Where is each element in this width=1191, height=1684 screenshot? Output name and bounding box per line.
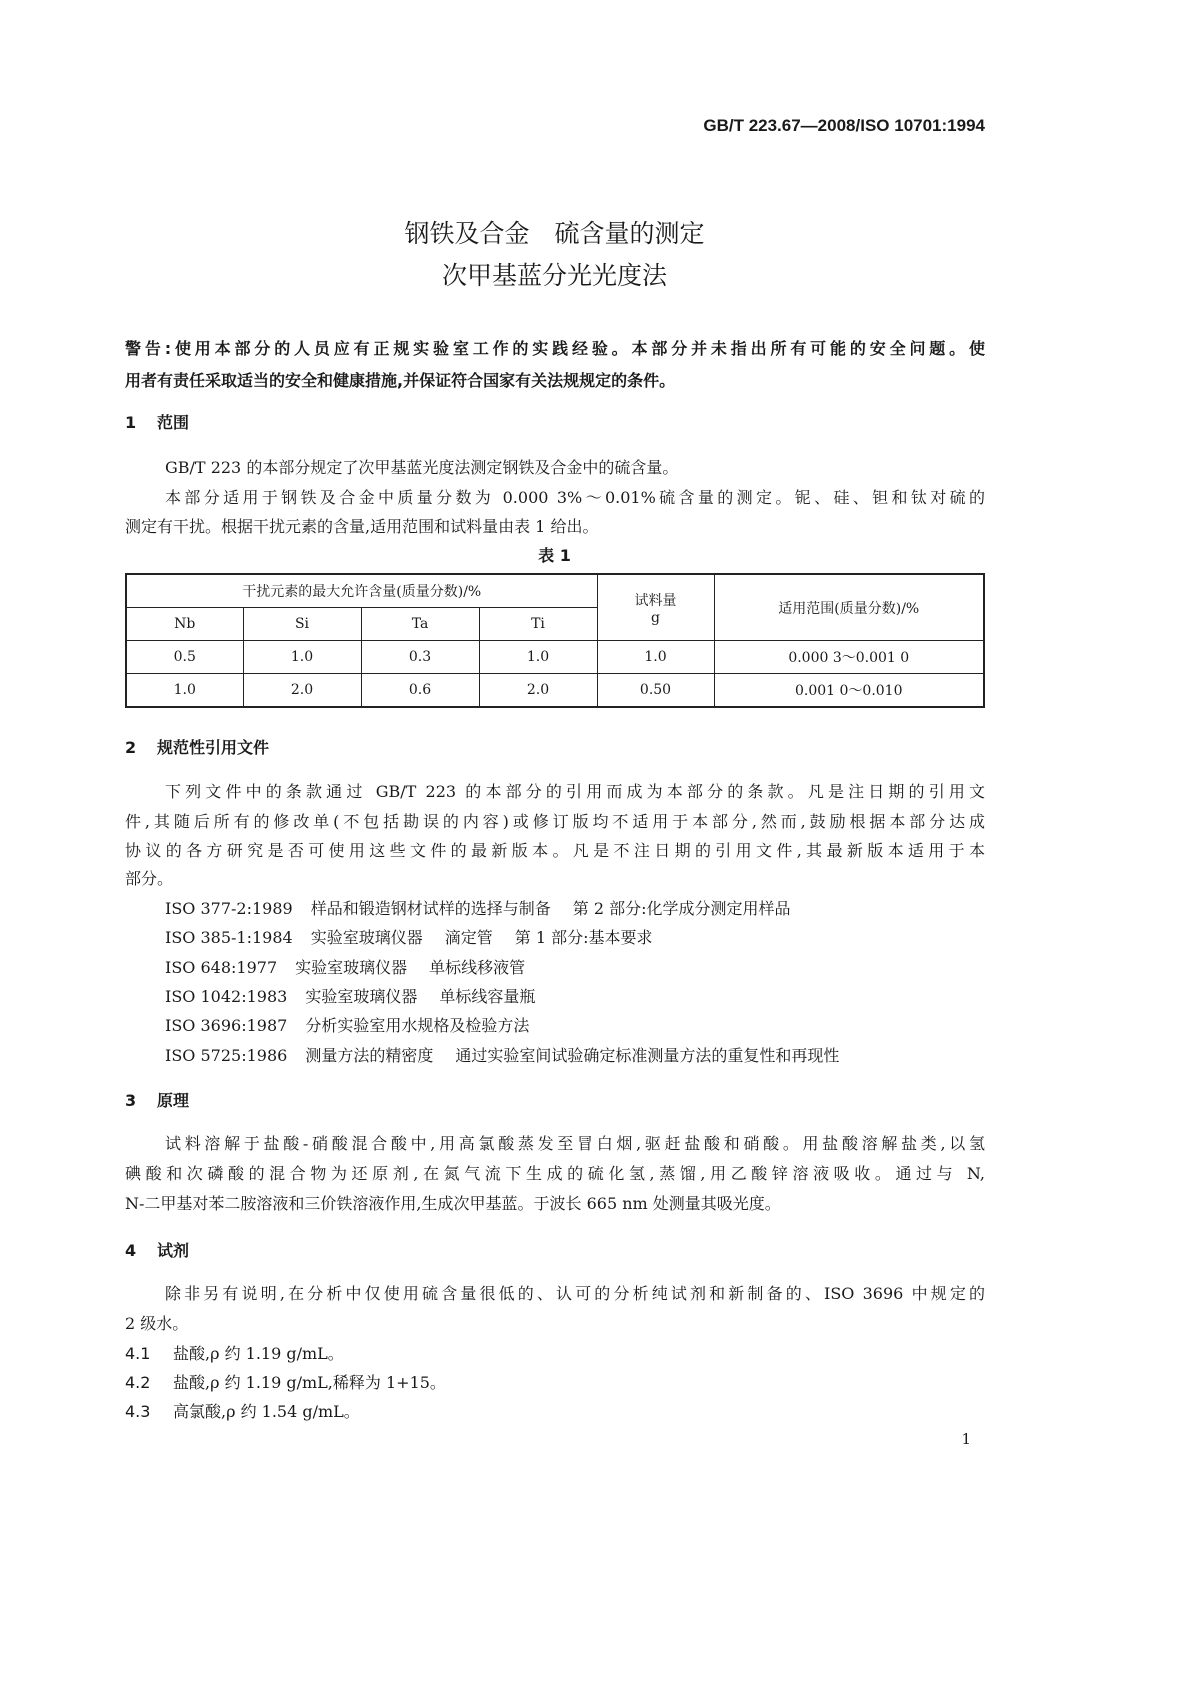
reference-item (165, 984, 985, 1007)
element-header: Si (243, 608, 361, 641)
document-title: 钢铁及合金 硫含量的测定 (404, 219, 705, 248)
reference-item (165, 925, 985, 948)
table-cell: 2.0 (479, 674, 597, 708)
table-cell: 0.6 (361, 674, 479, 708)
table-cell: 1.0 (479, 641, 597, 674)
section-title: 范围 (157, 413, 190, 432)
paragraph-line: GB/T 223 的本部分规定了次甲基蓝光度法测定钢铁及合金中的硫含量。 (165, 458, 679, 477)
reference-title: 样品和锻造钢材试样的选择与制备 (310, 899, 551, 918)
sample-header-label: 试料量 (634, 592, 677, 609)
reference-title: 通过实验室间试验确定标准测量方法的重复性和再现性 (455, 1046, 840, 1065)
reference-title: 第 2 部分:化学成分测定用样品 (572, 899, 791, 918)
table-cell: 1.0 (126, 674, 243, 708)
paragraph-line: 下列文件中的条款通过 GB/T 223 的本部分的引用而成为本部分的条款。凡是注日期的引用文 (165, 782, 985, 801)
table-cell: 0.50 (597, 674, 714, 708)
table-cell: 1.0 (597, 641, 714, 674)
paragraph-line: 除非另有说明,在分析中仅使用硫含量很低的、认可的分析纯试剂和新制备的、ISO 3696 中规定的 (165, 1284, 985, 1303)
subclause-number: 4.1 (125, 1344, 151, 1363)
section-heading (125, 410, 189, 433)
element-header: Ti (479, 608, 597, 641)
table-cell: 1.0 (243, 641, 361, 674)
element-header: Nb (126, 608, 243, 641)
reference-code: ISO 1042:1983 (165, 987, 288, 1006)
element-header: Ta (361, 608, 479, 641)
reference-title: 单标线移液管 (429, 958, 526, 977)
reference-item (165, 955, 985, 978)
subclause (125, 1399, 360, 1422)
range-header: 适用范围(质量分数)/% (714, 574, 984, 641)
paragraph-line: 部分。 (125, 869, 174, 888)
reference-code: ISO 5725:1986 (165, 1046, 288, 1065)
subclause-text: 盐酸,ρ 约 1.19 g/mL。 (173, 1344, 344, 1363)
section-number: 3 (125, 1091, 137, 1110)
paragraph-line: N-二甲基对苯二胺溶液和三价铁溶液作用,生成次甲基蓝。于波长 665 nm 处测量其吸光度。 (125, 1194, 781, 1213)
group-header: 干扰元素的最大允许含量(质量分数)/% (126, 574, 597, 608)
warning-line: 用者有责任采取适当的安全和健康措施,并保证符合国家有关法规规定的条件。 (125, 371, 676, 390)
table-row (126, 674, 984, 708)
reference-title: 实验室玻璃仪器 (310, 928, 423, 947)
subclause (125, 1370, 446, 1393)
table-cell: 0.001 0～0.010 (714, 674, 984, 708)
standard-code: GB/T 223.67—2008/ISO 10701:1994 (703, 116, 985, 135)
paragraph-line: 测定有干扰。根据干扰元素的含量,适用范围和试料量由表 1 给出。 (125, 517, 599, 536)
reference-code: ISO 3696:1987 (165, 1016, 288, 1035)
subclause-text: 高氯酸,ρ 约 1.54 g/mL。 (173, 1402, 360, 1421)
reference-title: 滴定管 (444, 928, 493, 947)
reference-title: 单标线容量瓶 (439, 987, 536, 1006)
section-heading (125, 1088, 189, 1111)
table-1 (125, 573, 985, 708)
reference-code: ISO 377-2:1989 (165, 899, 293, 918)
reference-item (165, 1013, 985, 1036)
subclause (125, 1341, 344, 1364)
reference-item (165, 1043, 985, 1066)
section-title: 原理 (157, 1091, 190, 1110)
paragraph-line: 2 级水。 (125, 1314, 189, 1333)
reference-code: ISO 648:1977 (165, 958, 278, 977)
section-heading (125, 735, 269, 758)
reference-title: 实验室玻璃仪器 (305, 987, 418, 1006)
paragraph-line: 试料溶解于盐酸-硝酸混合酸中,用高氯酸蒸发至冒白烟,驱赶盐酸和硝酸。用盐酸溶解盐类,以氢 (165, 1134, 985, 1153)
warning-line: 警告:使用本部分的人员应有正规实验室工作的实践经验。本部分并未指出所有可能的安全问题。使 (125, 339, 985, 358)
document-subtitle: 次甲基蓝分光光度法 (441, 261, 667, 290)
subclause-number: 4.2 (125, 1373, 151, 1392)
sample-header (597, 574, 714, 641)
table-cell: 0.000 3～0.001 0 (714, 641, 984, 674)
reference-title: 分析实验室用水规格及检验方法 (305, 1016, 530, 1035)
section-title: 规范性引用文件 (157, 738, 270, 757)
table-cell: 0.3 (361, 641, 479, 674)
section-number: 2 (125, 738, 137, 757)
reference-title: 第 1 部分:基本要求 (514, 928, 653, 947)
section-number: 1 (125, 413, 137, 432)
page-number: 1 (961, 1430, 971, 1448)
table-cell: 0.5 (126, 641, 243, 674)
table-cell: 2.0 (243, 674, 361, 708)
section-heading (125, 1238, 189, 1261)
reference-item (165, 896, 985, 919)
section-number: 4 (125, 1241, 137, 1260)
paragraph-line: 碘酸和次磷酸的混合物为还原剂,在氮气流下生成的硫化氢,蒸馏,用乙酸锌溶液吸收。通过与 N, (125, 1164, 985, 1183)
reference-title: 测量方法的精密度 (305, 1046, 434, 1065)
reference-title: 实验室玻璃仪器 (295, 958, 408, 977)
paragraph-line: 件,其随后所有的修改单(不包括勘误的内容)或修订版均不适用于本部分,然而,鼓励根据本部分达成 (125, 812, 985, 831)
section-title: 试剂 (157, 1241, 190, 1260)
paragraph-line: 本部分适用于钢铁及合金中质量分数为 0.000 3%～0.01%硫含量的测定。铌、硅、钽和钛对硫的 (165, 488, 985, 507)
subclause-text: 盐酸,ρ 约 1.19 g/mL,稀释为 1+15。 (173, 1373, 446, 1392)
reference-code: ISO 385-1:1984 (165, 928, 293, 947)
table-row (126, 641, 984, 674)
sample-unit: g (651, 609, 660, 626)
paragraph-line: 协议的各方研究是否可使用这些文件的最新版本。凡是不注日期的引用文件,其最新版本适用于本 (125, 841, 985, 860)
subclause-number: 4.3 (125, 1402, 151, 1421)
table-caption: 表 1 (538, 546, 571, 565)
